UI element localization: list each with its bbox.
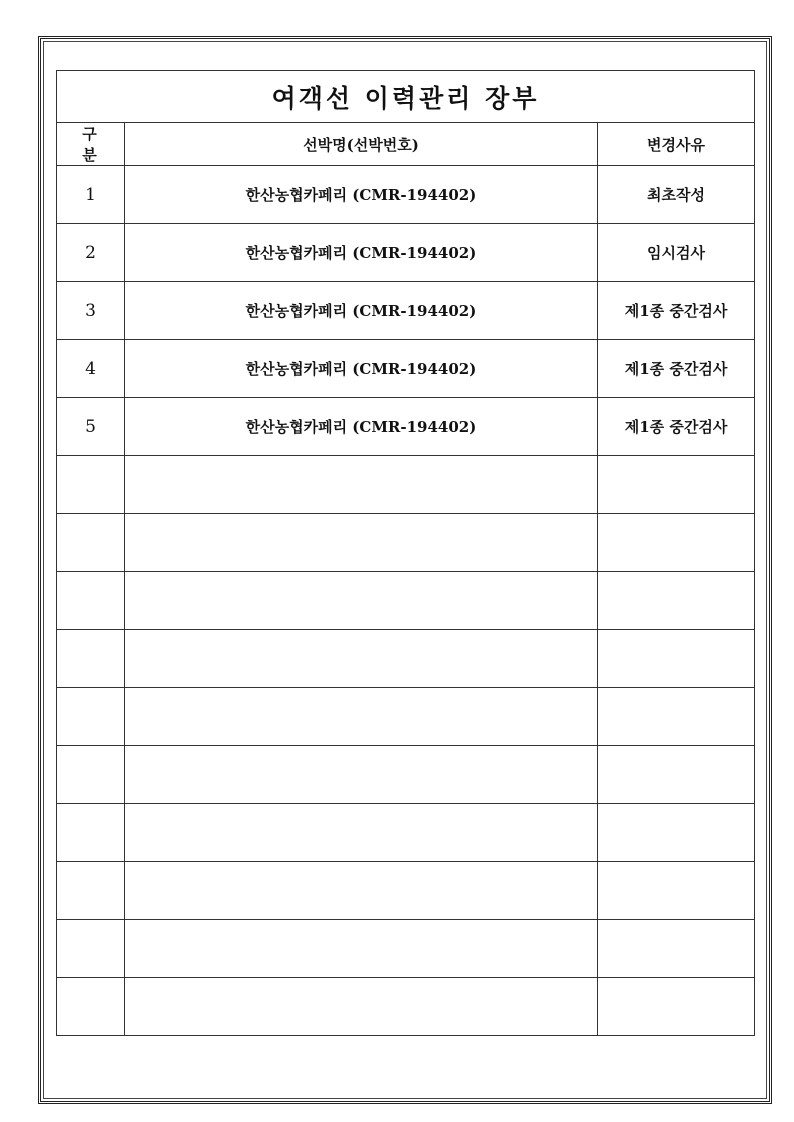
reason-cell xyxy=(598,862,755,920)
row-number xyxy=(57,514,125,572)
reason-cell xyxy=(598,804,755,862)
row-number: 2 xyxy=(57,224,125,282)
ship-name-cell xyxy=(125,804,598,862)
ship-name-cell xyxy=(125,920,598,978)
row-number: 5 xyxy=(57,398,125,456)
row-number xyxy=(57,978,125,1036)
reason-cell xyxy=(598,572,755,630)
table-row xyxy=(57,572,755,630)
row-number xyxy=(57,572,125,630)
table-row xyxy=(57,920,755,978)
table-row xyxy=(57,166,755,224)
header-row xyxy=(57,123,755,166)
row-number: 1 xyxy=(57,166,125,224)
ship-name-cell: 한산농협카페리 (CMR-194402) xyxy=(125,398,598,456)
header-division: 구 분 xyxy=(57,123,125,166)
row-number xyxy=(57,862,125,920)
table-row xyxy=(57,456,755,514)
reason-cell: 제1종 중간검사 xyxy=(598,340,755,398)
table-row xyxy=(57,224,755,282)
ship-name-cell: 한산농협카페리 (CMR-194402) xyxy=(125,224,598,282)
row-number: 3 xyxy=(57,282,125,340)
reason-cell xyxy=(598,978,755,1036)
reason-cell xyxy=(598,746,755,804)
ship-name-cell: 한산농협카페리 (CMR-194402) xyxy=(125,166,598,224)
row-number xyxy=(57,804,125,862)
reason-cell xyxy=(598,688,755,746)
table-row xyxy=(57,630,755,688)
reason-cell xyxy=(598,630,755,688)
table-row xyxy=(57,514,755,572)
table-row xyxy=(57,746,755,804)
table-row xyxy=(57,804,755,862)
ship-name-cell: 한산농협카페리 (CMR-194402) xyxy=(125,340,598,398)
reason-cell: 제1종 중간검사 xyxy=(598,282,755,340)
table-row xyxy=(57,340,755,398)
table-row xyxy=(57,688,755,746)
row-number xyxy=(57,746,125,804)
row-number: 4 xyxy=(57,340,125,398)
row-number xyxy=(57,630,125,688)
ship-name-cell xyxy=(125,572,598,630)
document-title: 여객선 이력관리 장부 xyxy=(57,71,755,123)
ship-name-cell xyxy=(125,746,598,804)
reason-cell xyxy=(598,456,755,514)
row-number xyxy=(57,456,125,514)
ship-name-cell xyxy=(125,688,598,746)
ship-name-cell xyxy=(125,862,598,920)
table-row xyxy=(57,978,755,1036)
reason-cell: 제1종 중간검사 xyxy=(598,398,755,456)
title-row xyxy=(57,71,755,123)
header-reason: 변경사유 xyxy=(598,123,755,166)
ship-name-cell xyxy=(125,630,598,688)
row-number xyxy=(57,688,125,746)
ship-name-cell: 한산농협카페리 (CMR-194402) xyxy=(125,282,598,340)
reason-cell: 임시검사 xyxy=(598,224,755,282)
ship-name-cell xyxy=(125,456,598,514)
header-ship-name: 선박명(선박번호) xyxy=(125,123,598,166)
table-row xyxy=(57,282,755,340)
reason-cell xyxy=(598,514,755,572)
reason-cell xyxy=(598,920,755,978)
row-number xyxy=(57,920,125,978)
ship-name-cell xyxy=(125,978,598,1036)
reason-cell: 최초작성 xyxy=(598,166,755,224)
table-row xyxy=(57,862,755,920)
ledger-table xyxy=(56,70,755,1036)
ship-name-cell xyxy=(125,514,598,572)
table-row xyxy=(57,398,755,456)
